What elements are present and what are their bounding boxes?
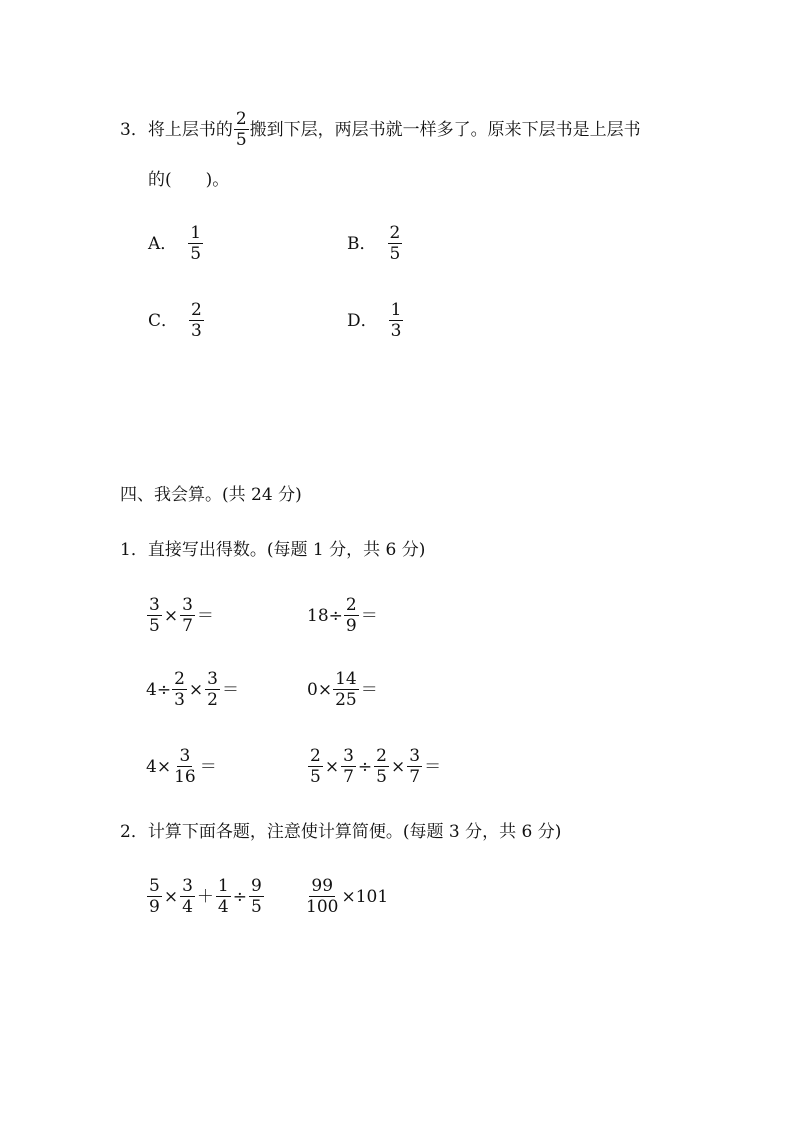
expr-5: 4× $\frac{3}{16}$ ＝ xyxy=(146,746,217,787)
fraction: $\frac{5}{9}$ xyxy=(149,876,160,917)
option-fraction: $\frac{1}{3}$ xyxy=(390,300,402,341)
part2-title: 2．计算下面各题，注意使计算简便。(每题 3 分，共 6 分) xyxy=(120,822,562,842)
fraction: $\frac{3}{2}$ xyxy=(207,669,218,710)
option-fraction: $\frac{2}{3}$ xyxy=(191,300,202,341)
fraction: $\frac{2}{5}$ xyxy=(376,746,387,787)
fraction: $\frac{3}{16}$ xyxy=(174,746,196,787)
fraction: $\frac{3}{7}$ xyxy=(343,746,354,787)
q3-number: 3． xyxy=(120,119,148,140)
fraction: $\frac{14}{25}$ xyxy=(335,669,357,710)
fraction: $\frac{2}{5}$ xyxy=(310,746,321,787)
q3-line1 xyxy=(120,110,641,149)
expr-3: 4÷ $\frac{2}{3}$ × $\frac{3}{2}$ ＝ xyxy=(146,669,239,710)
q3-option-d[interactable]: D． $\frac{1}{3}$ xyxy=(347,300,402,341)
option-fraction: $\frac{1}{5}$ xyxy=(190,223,202,264)
fraction: $\frac{2}{9}$ xyxy=(345,595,357,636)
expr-1: $\frac{3}{5}$ × $\frac{3}{7}$ ＝ xyxy=(149,595,214,636)
section4-heading: 四、我会算。(共 24 分) xyxy=(120,485,302,505)
q3-option-b[interactable]: B． $\frac{2}{5}$ xyxy=(347,223,401,264)
fraction: $\frac{1}{4}$ xyxy=(217,876,229,917)
fraction: $\frac{3}{7}$ xyxy=(409,746,421,787)
q3-text-before: 将上层书的 xyxy=(147,119,233,140)
expr-4: 0× $\frac{14}{25}$ ＝ xyxy=(307,669,378,710)
q3-line2: 的( )。 xyxy=(148,170,230,190)
q3-option-a[interactable]: A． $\frac{1}{5}$ xyxy=(148,223,202,264)
part1-title: 1．直接写出得数。(每题 1 分，共 6 分) xyxy=(120,540,426,560)
fraction: $\frac{2}{3}$ xyxy=(174,669,185,710)
q3-fraction: $\frac{2}{5}$ xyxy=(235,109,247,150)
fraction: $\frac{9}{5}$ xyxy=(250,876,262,917)
fraction: $\frac{3}{7}$ xyxy=(182,595,193,636)
option-fraction: $\frac{2}{5}$ xyxy=(389,223,401,264)
expr-2: 18÷ $\frac{2}{9}$ ＝ xyxy=(307,595,378,636)
fraction: $\frac{3}{5}$ xyxy=(149,595,160,636)
expr-8: $\frac{99}{100}$ ×101 xyxy=(306,876,389,917)
expr-7: $\frac{5}{9}$ × $\frac{3}{4}$ ＋ $\frac{1}{4}$ ÷ $\frac{9}{5}$ xyxy=(149,876,262,917)
expr-6: $\frac{2}{5}$ × $\frac{3}{7}$ ÷ $\frac{2}{5}$ × $\frac{3}{7}$ ＝ xyxy=(310,746,442,787)
q3-text-after: 搬到下层，两层书就一样多了。原来下层书是上层书 xyxy=(249,119,641,140)
fraction: $\frac{3}{4}$ xyxy=(182,876,193,917)
q3-option-c[interactable]: C． $\frac{2}{3}$ xyxy=(148,300,202,341)
fraction: $\frac{99}{100}$ xyxy=(306,876,339,917)
